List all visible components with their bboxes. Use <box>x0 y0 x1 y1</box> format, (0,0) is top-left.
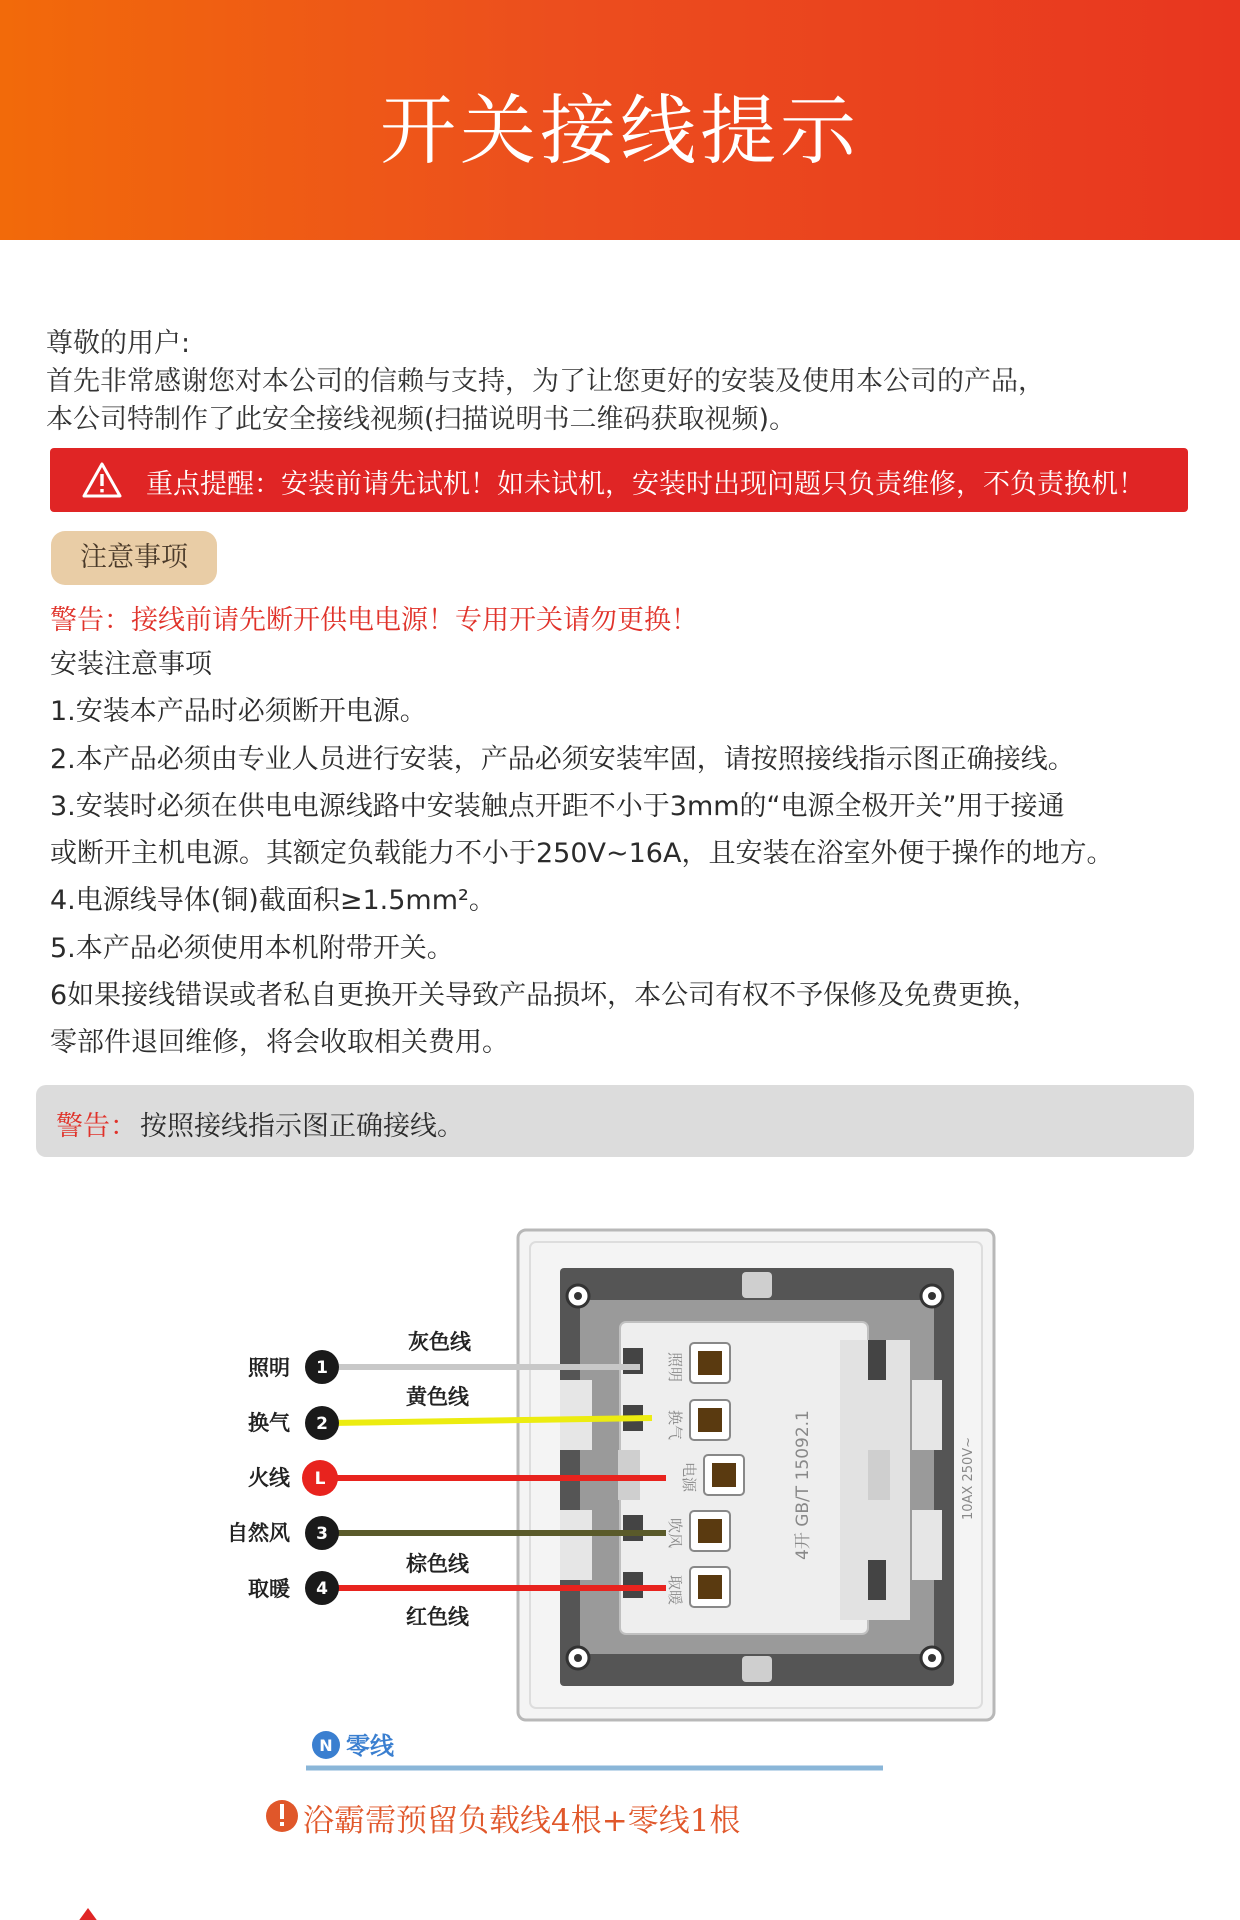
warning-triangle-icon <box>72 1908 104 1920</box>
terminal-label: 自然风 <box>227 1521 290 1545</box>
warning-box-text: 按照接线指示图正确接线。 <box>140 1111 464 1142</box>
badge-2-text: 2 <box>316 1414 328 1434</box>
wire-color-label: 棕色线 <box>406 1552 469 1576</box>
terminal-badges <box>302 1350 339 1605</box>
note-item: 5.本产品必须使用本机附带开关。 <box>50 932 454 964</box>
terminal-labels <box>227 1356 291 1601</box>
slot-label: 换气 <box>666 1410 684 1441</box>
alert-text: 重点提醒：安装前请先试机！如未试机，安装时出现问题只负责维修，不负责换机！ <box>146 469 1145 500</box>
warning-box-label: 警告： <box>56 1111 137 1142</box>
switch-rating-text: 10AX 250V~ <box>961 1436 976 1520</box>
terminal-label: 取暖 <box>248 1577 290 1601</box>
intro-line-2: 本公司特制作了此安全接线视频(扫描说明书二维码获取视频)。 <box>46 404 797 435</box>
note-item: 零部件退回维修，将会收取相关费用。 <box>50 1027 509 1059</box>
neutral-label: 零线 <box>346 1732 394 1760</box>
page-title: 开关接线提示 <box>380 86 860 175</box>
footer-warning: 浴霸需预留负载线4根+零线1根 <box>303 1803 741 1839</box>
note-item: 3.安装时必须在供电电源线路中安装触点开距不小于3mm的“电源全极开关”用于接通 <box>50 790 1065 822</box>
slot-label: 电源 <box>680 1462 698 1493</box>
exclamation-circle-icon <box>266 1800 298 1832</box>
notes-heading: 安装注意事项 <box>50 649 212 680</box>
wire-color-label: 红色线 <box>406 1605 469 1629</box>
neutral-line <box>306 1731 883 1768</box>
note-item: 2.本产品必须由专业人员进行安装，产品必须安装牢固，请按照接线指示图正确接线。 <box>50 743 1075 775</box>
slot-label: 取暖 <box>666 1575 684 1606</box>
terminal-label: 换气 <box>248 1411 290 1435</box>
intro-line-1: 首先非常感谢您对本公司的信赖与支持，为了让您更好的安装及使用本公司的产品， <box>46 366 1045 397</box>
badge-l-text: L <box>314 1469 326 1489</box>
terminal-label: 照明 <box>248 1356 290 1380</box>
badge-4-text: 4 <box>316 1579 328 1599</box>
note-item: 6如果接线错误或者私自更换开关导致产品损坏，本公司有权不予保修及免费更换， <box>50 980 1040 1012</box>
wire-color-label: 黄色线 <box>406 1385 469 1409</box>
note-item: 1.安装本产品时必须断开电源。 <box>50 696 427 728</box>
slot-label: 吹风 <box>666 1518 684 1549</box>
badge-3-text: 3 <box>316 1524 328 1544</box>
slot-label: 照明 <box>666 1352 684 1383</box>
intro-greeting: 尊敬的用户: <box>46 328 191 359</box>
warning-line: 警告：接线前请先断开供电电源！专用开关请勿更换！ <box>50 605 698 636</box>
badge-n-text: N <box>319 1736 333 1755</box>
note-item: 或断开主机电源。其额定负载能力不小于250V~16A，且安装在浴室外便于操作的地方。 <box>50 838 1114 870</box>
switch-model-text: 4开 GB/T 15092.1 <box>793 1410 813 1560</box>
notice-tag: 注意事项 <box>51 531 217 585</box>
terminal-label: 火线 <box>248 1466 290 1490</box>
wire-color-label: 灰色线 <box>408 1330 471 1354</box>
badge-1-text: 1 <box>316 1358 328 1378</box>
note-item: 4.电源线导体(铜)截面积≥1.5mm²。 <box>50 885 496 917</box>
